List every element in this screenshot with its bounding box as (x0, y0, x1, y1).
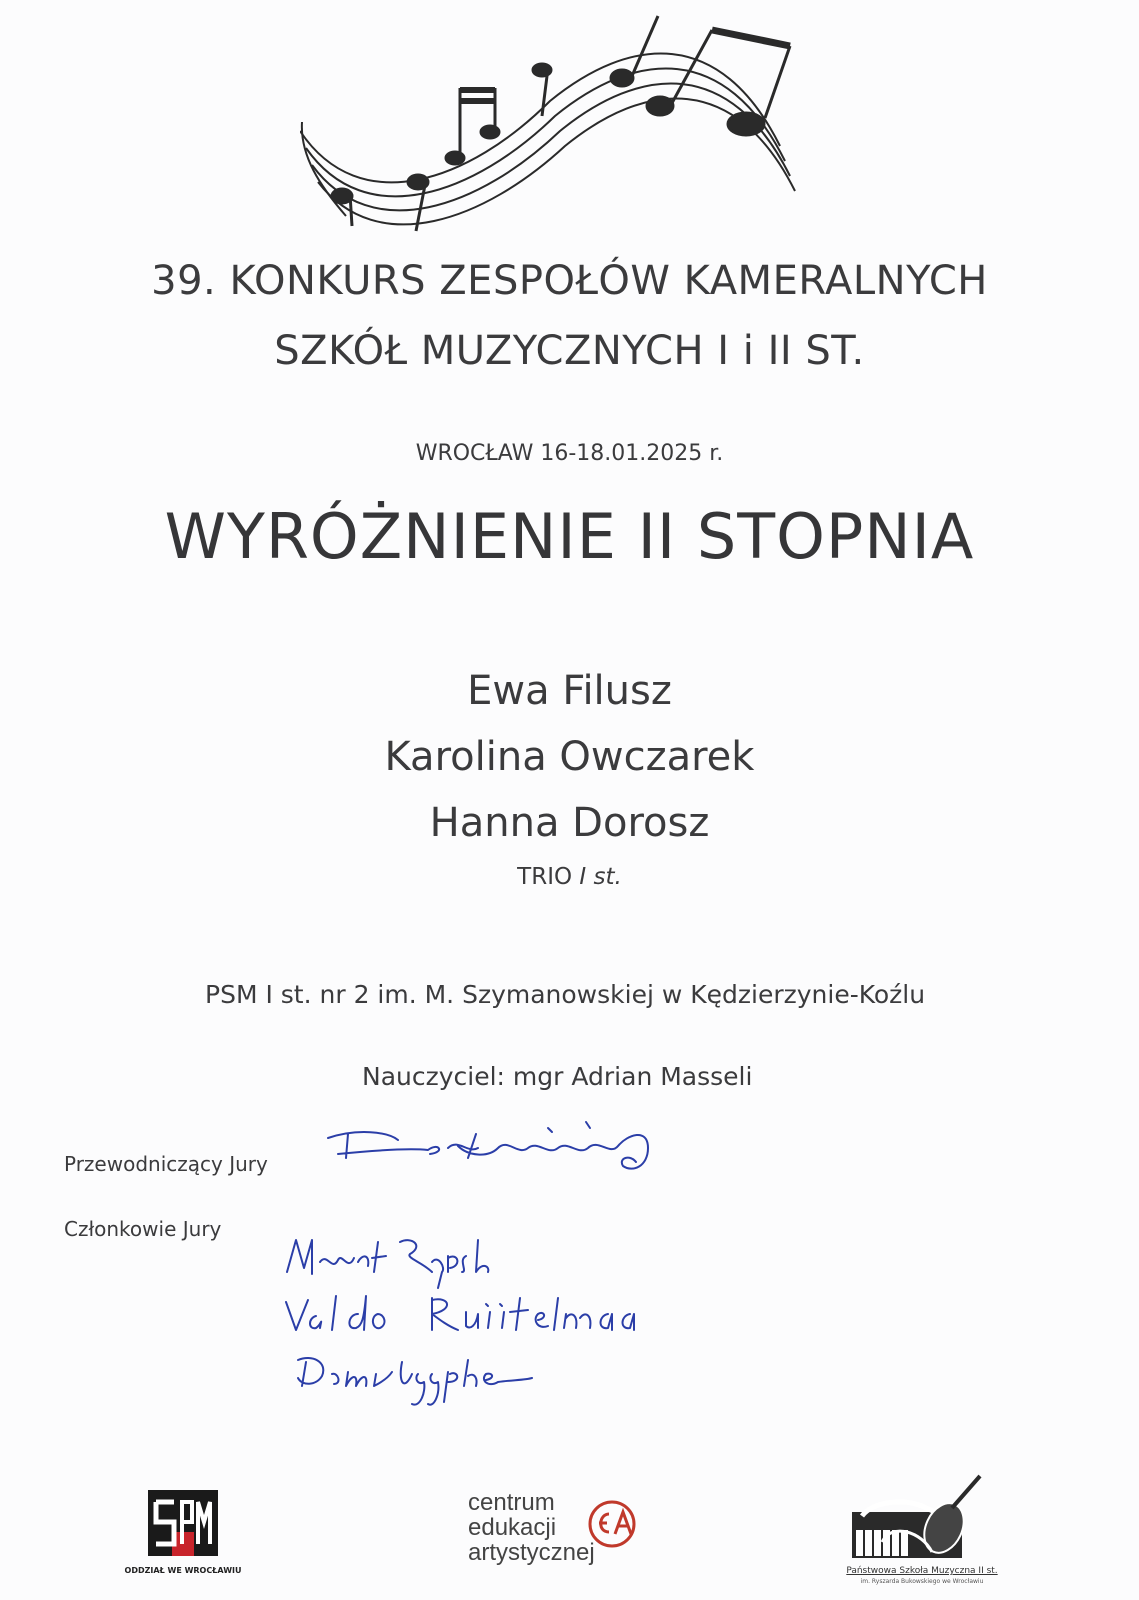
ensemble-level: I st. (579, 864, 622, 890)
ensemble-type: TRIO (517, 864, 573, 890)
music-notes-illustration (300, 6, 800, 256)
jury-chair-label: Przewodniczący Jury (64, 1152, 268, 1176)
psm-school-logo (852, 1472, 992, 1564)
cea-word: edukacji (468, 1514, 557, 1541)
jury-chair-signature (318, 1118, 658, 1198)
participant-name: Ewa Filusz (467, 668, 672, 714)
ensemble-category (0, 864, 1139, 890)
cea-logo-text (468, 1490, 595, 1565)
jury-member-signature (282, 1232, 492, 1292)
psm-logo-subcaption: im. Ryszarda Bukowskiego we Wrocławiu (860, 1578, 984, 1585)
participant-name: Hanna Dorosz (429, 800, 710, 846)
psm-logo-caption: Państwowa Szkoła Muzyczna II st. (846, 1566, 998, 1576)
contest-title-line2: SZKÓŁ MUZYCZNYCH I i II ST. (274, 328, 865, 374)
contest-title-line1: 39. KONKURS ZESPOŁÓW KAMERALNYCH (151, 258, 988, 304)
cea-word: centrum (468, 1489, 555, 1516)
jury-members-label: Członkowie Jury (64, 1217, 222, 1241)
school-name: PSM I st. nr 2 im. M. Szymanowskiej w Kędzierzynie-Koźlu (205, 980, 926, 1009)
participant-name: Karolina Owczarek (384, 734, 755, 780)
jury-member-signature (292, 1352, 562, 1412)
spam-logo-caption: ODDZIAŁ WE WROCŁAWIU (124, 1566, 242, 1575)
award-title: WYRÓŻNIENIE II STOPNIA (164, 500, 975, 573)
place-and-date: WROCŁAW 16-18.01.2025 r. (415, 441, 724, 466)
jury-member-signature (282, 1290, 642, 1346)
cea-logo-mark (585, 1496, 640, 1551)
teacher-name: Nauczyciel: mgr Adrian Masseli (362, 1062, 753, 1091)
cea-word: artystycznej (468, 1539, 595, 1566)
